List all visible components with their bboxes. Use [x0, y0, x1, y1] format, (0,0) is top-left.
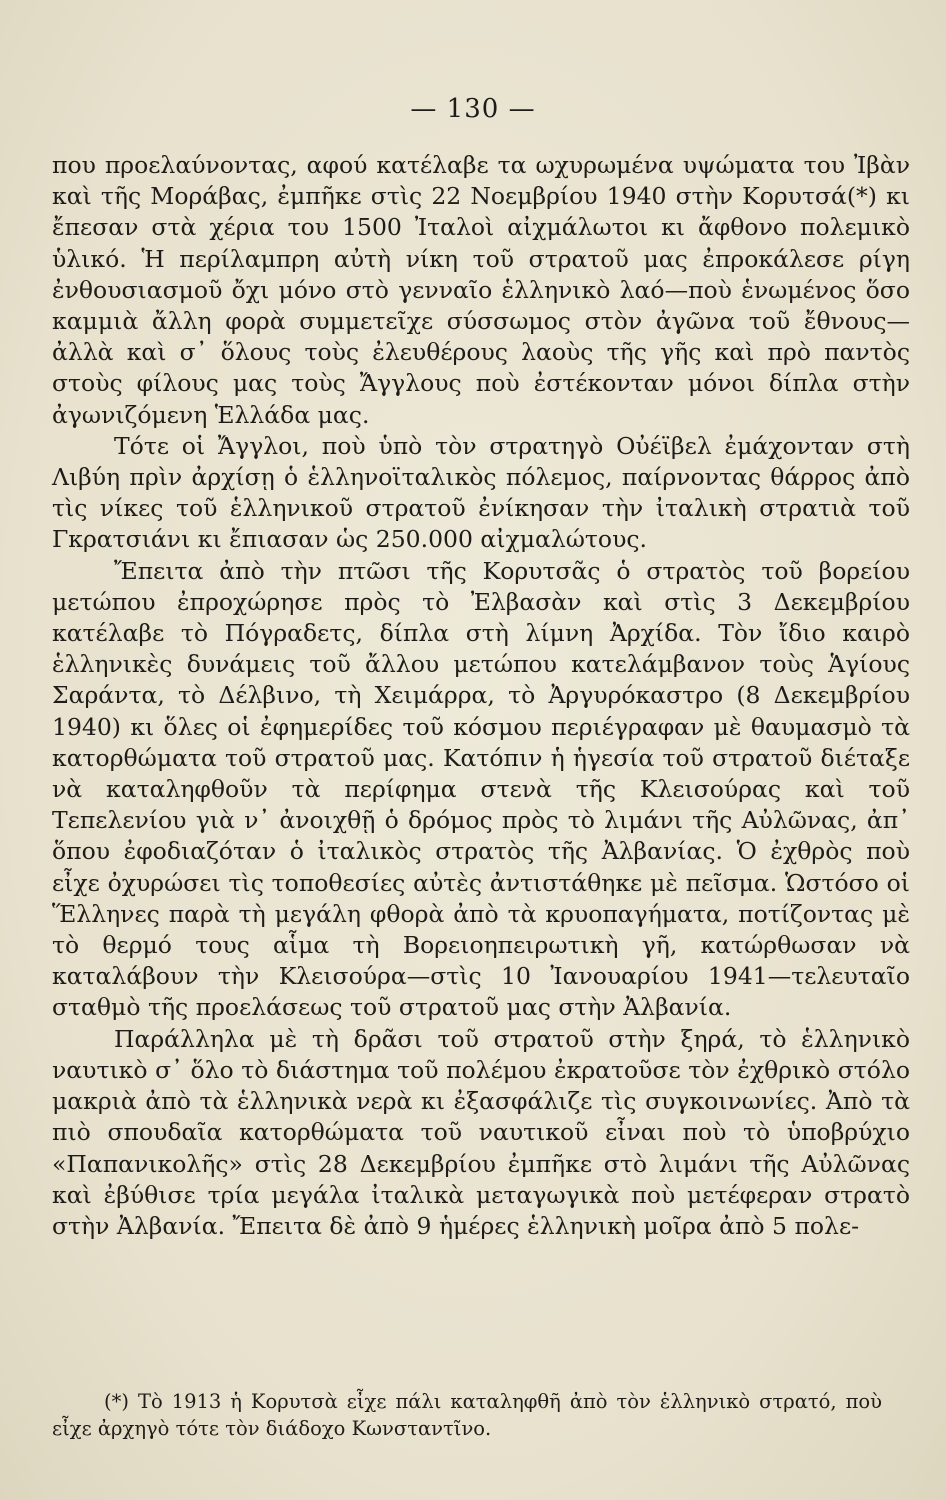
paragraph-3: Ἔπειτα ἀπὸ τὴν πτῶσι τῆς Κορυτσᾶς ὁ στρατὸς τοῦ βορείου μετώπου ἐπροχώρησε πρὸς τὸ Ἐλβασὰν καὶ στὶς 3 Δεκεμβρίου κατέλαβε τὸ Πόγραδετς, δίπλα στὴ λίμνη Ἀρχίδα. Τὸν ἴδιο καιρὸ ἑλληνικὲς δυνάμεις τοῦ ἄλλου μετώπου κατελάμβανον τοὺς Ἁγίους Σαράντα, τὸ Δέλβινο, τὴ Χειμάρρα, τὸ Ἀργυρόκαστρο (8 Δεκεμβρίου 1940) κι ὅλες οἱ ἐφημερίδες τοῦ κόσμου περιέγραφαν μὲ θαυμασμὸ τὰ κατορθώματα τοῦ στρατοῦ μας. Κατόπιν ἡ ἡγεσία τοῦ στρατοῦ διέταξε νὰ καταληφθοῦν τὰ περίφημα στενὰ τῆς Κλεισούρας καὶ τοῦ Τεπελενίου γιὰ ν᾽ ἀνοιχθῇ ὁ δρόμος πρὸς τὸ λιμάνι τῆς Αὐλῶνας, ἀπ᾽ ὅπου ἐφοδιαζόταν ὁ ἰταλικὸς στρατὸς τῆς Ἀλβανίας. Ὁ ἐχθρὸς ποὺ εἶχε ὀχυρώσει τὶς τοποθεσίες αὐτὲς ἀντιστάθηκε μὲ πεῖσμα. Ὡστόσο οἱ Ἕλληνες παρὰ τὴ μεγάλη φθορὰ ἀπὸ τὰ κρυοπαγήματα, ποτίζοντας μὲ τὸ θερμό τους αἷμα τὴ Βορειοηπειρωτικὴ γῆ, κατώρθωσαν νὰ καταλάβουν τὴν Κλεισούρα—στὶς 10 Ἰανουαρίου 1941—τελευταῖο σταθμὸ τῆς προελάσεως τοῦ στρατοῦ μας στὴν Ἀλβανία. [52, 556, 910, 1022]
footnote-mark: (*) [104, 1390, 129, 1413]
page-number: — 130 — [410, 94, 536, 124]
footnote [52, 1388, 882, 1442]
paragraph-2: Τότε οἱ Ἄγγλοι, ποὺ ὑπὸ τὸν στρατηγὸ Οὐέϊβελ ἐμάχονταν στὴ Λιβύη πρὶν ἀρχίσῃ ὁ ἑλληνοϊταλικὸς πόλεμος, παίρνοντας θάρρος ἀπὸ τὶς νίκες τοῦ ἑλληνικοῦ στρατοῦ ἐνίκησαν τὴν ἰταλικὴ στρατιὰ τοῦ Γκρατσιάνι κι ἔπιασαν ὡς 250.000 αἰχμαλώτους. [52, 431, 910, 554]
main-text [52, 150, 910, 1242]
paragraph-4: Παράλληλα μὲ τὴ δρᾶσι τοῦ στρατοῦ στὴν ξηρά, τὸ ἑλληνικὸ ναυτικὸ σ᾽ ὅλο τὸ διάστημα τοῦ πολέμου ἐκρατοῦσε τὸν ἐχθρικὸ στόλο μακριὰ ἀπὸ τὰ ἑλληνικὰ νερὰ κι ἐξασφάλιζε τὶς συγκοινωνίες. Ἀπὸ τὰ πιὸ σπουδαῖα κατορθώματα τοῦ ναυτικοῦ εἶναι ποὺ τὸ ὑποβρύχιο «Παπανικολῆς» στὶς 28 Δεκεμβρίου ἐμπῆκε στὸ λιμάνι τῆς Αὐλῶνας καὶ ἐβύθισε τρία μεγάλα ἰταλικὰ μεταγωγικὰ ποὺ μετέφεραν στρατὸ στὴν Ἀλβανία. Ἔπειτα δὲ ἀπὸ 9 ἡμέρες ἑλληνικὴ μοῖρα ἀπὸ 5 πολε- [52, 1024, 910, 1240]
footnote-text: Τὸ 1913 ἡ Κορυτσὰ εἶχε πάλι καταληφθῆ ἀπὸ τὸν ἑλληνικὸ στρατό, ποὺ εἶχε ἀρχηγὸ τότε τὸν διάδοχο Κωνσταντῖνο. [52, 1390, 882, 1440]
paragraph-1: που προελαύνοντας, αφού κατέλαβε τα ωχυρωμένα υψώματα του Ἰβὰν καὶ τῆς Μοράβας, ἐμπῆκε στὶς 22 Νοεμβρίου 1940 στὴν Κορυτσά(*) κι ἔπεσαν στὰ χέρια του 1500 Ἰταλοὶ αἰχμάλωτοι κι ἄφθονο πολεμικὸ ὑλικό. Ἡ περίλαμπρη αὐτὴ νίκη τοῦ στρατοῦ μας ἐπροκάλεσε ρίγη ἐνθουσιασμοῦ ὄχι μόνο στὸ γενναῖο ἑλληνικὸ λαό—ποὺ ἑνωμένος ὅσο καμμιὰ ἄλλη φορὰ συμμετεῖχε σύσσωμος στὸν ἀγῶνα τοῦ ἔθνους—ἀλλὰ καὶ σ᾽ ὅλους τοὺς ἐλευθέρους λαοὺς τῆς γῆς καὶ πρὸ παντὸς στοὺς φίλους μας τοὺς Ἄγγλους ποὺ ἐστέκονταν μόνοι δίπλα στὴν ἀγωνιζόμενη Ἑλλάδα μας. [52, 151, 910, 429]
